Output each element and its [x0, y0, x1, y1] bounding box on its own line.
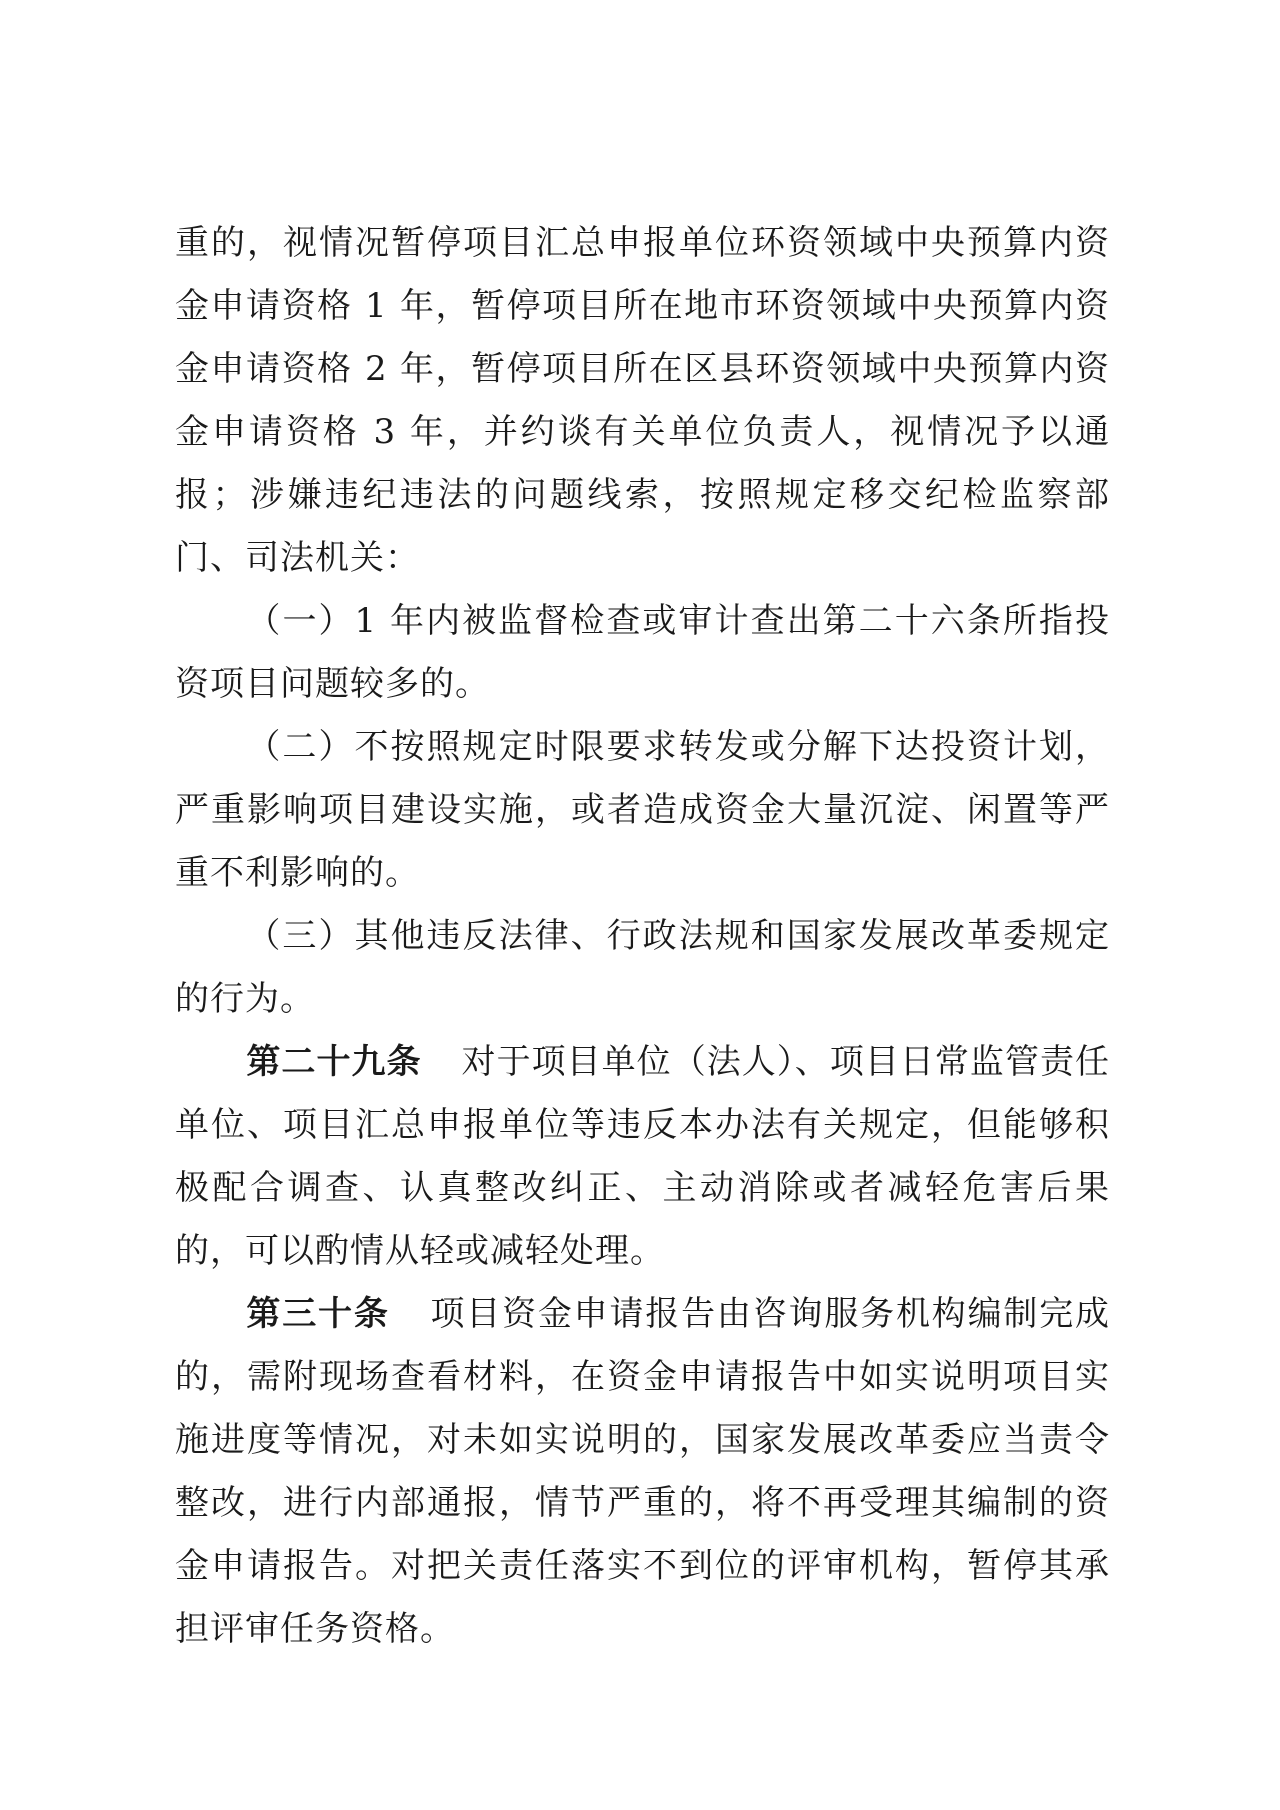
document-body — [175, 212, 1110, 1661]
paragraph-article-29 — [175, 1031, 1110, 1283]
paragraph-item-2: （二）不按照规定时限要求转发或分解下达投资计划，严重影响项目建设实施，或者造成资金大量沉淀、闲置等严重不利影响的。 — [175, 727, 1110, 893]
article-29-text: 对于项目单位（法人）、项目日常监管责任单位、项目汇总申报单位等违反本办法有关规定，但能够积极配合调查、认真整改纠正、主动消除或者减轻危害后果的，可以酌情从轻或减轻处理。 — [175, 1042, 1111, 1271]
paragraph-article-30 — [175, 1283, 1110, 1661]
paragraph-continuation: 重的，视情况暂停项目汇总申报单位环资领域中央预算内资金申请资格 1 年，暂停项目所在地市环资领域中央预算内资金申请资格 2 年，暂停项目所在区县环资领域中央预算内资金申请资格 3 年，并约谈有关单位负责人，视情况予以通报；涉嫌违纪违法的问题线索，按照规定移交纪检监察部门、司法机关： — [175, 223, 1110, 578]
paragraph-item-1: （一）1 年内被监督检查或审计查出第二十六条所指投资项目问题较多的。 — [175, 601, 1110, 704]
article-29-heading: 第二十九条 — [246, 1042, 422, 1082]
article-30-heading: 第三十条 — [246, 1294, 390, 1334]
paragraph-item-3: （三）其他违反法律、行政法规和国家发展改革委规定的行为。 — [175, 916, 1110, 1019]
article-30-text: 项目资金申请报告由咨询服务机构编制完成的，需附现场查看材料，在资金申请报告中如实说明项目实施进度等情况，对未如实说明的，国家发展改革委应当责令整改，进行内部通报，情节严重的，将不再受理其编制的资金申请报告。对把关责任落实不到位的评审机构，暂停其承担评审任务资格。 — [175, 1294, 1111, 1649]
